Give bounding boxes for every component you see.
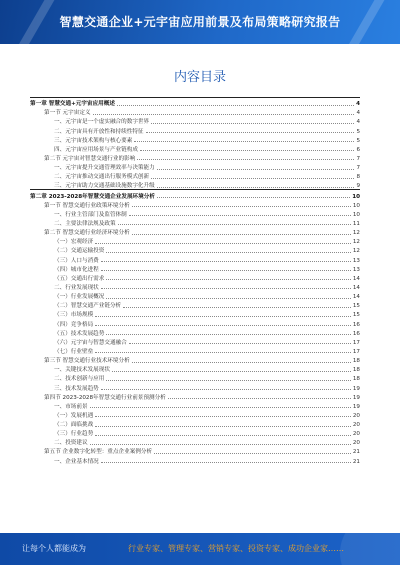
toc-leader-dots bbox=[146, 132, 355, 133]
toc-leader-dots bbox=[93, 114, 355, 115]
toc-entry[interactable] bbox=[30, 291, 360, 300]
toc-entry-page: 20 bbox=[352, 431, 360, 438]
toc-entry-page: 20 bbox=[352, 422, 360, 429]
toc-entry-page: 10 bbox=[352, 193, 360, 200]
toc-entry-label: 第二节 元宇宙对智慧交通行业的影响 bbox=[44, 155, 136, 162]
toc-entry-page: 12 bbox=[352, 248, 360, 255]
toc-entry-page: 15 bbox=[352, 303, 360, 310]
toc-entry-page: 10 bbox=[352, 211, 360, 218]
toc-entry-label: 第二节 智慧交通行业经济环境分析 bbox=[44, 230, 130, 237]
toc-entry[interactable] bbox=[30, 300, 360, 309]
toc-leader-dots bbox=[95, 325, 351, 326]
toc-entry-page: 5 bbox=[356, 128, 360, 135]
toc-leader-dots bbox=[157, 197, 350, 198]
toc-entry-page: 9 bbox=[356, 183, 360, 190]
toc-entry[interactable] bbox=[30, 382, 360, 391]
toc-entry-page: 14 bbox=[352, 284, 360, 291]
toc-entry-page: 7 bbox=[356, 165, 360, 172]
toc-entry-label: （二）智慧交通产业链分析 bbox=[54, 303, 122, 310]
toc-entry-page: 16 bbox=[352, 330, 360, 337]
toc-heading: 内容目录 bbox=[173, 70, 226, 85]
toc-entry[interactable] bbox=[30, 171, 360, 180]
toc-entry[interactable] bbox=[30, 200, 360, 209]
toc-entry-label: （一）发展机遇 bbox=[54, 412, 94, 419]
toc-entry-page: 21 bbox=[352, 449, 360, 456]
toc-entry-page: 4 bbox=[356, 110, 360, 117]
toc-entry-label: 一、企业基本情况 bbox=[54, 458, 99, 465]
toc-entry[interactable] bbox=[30, 254, 360, 263]
toc-entry-page: 21 bbox=[352, 458, 360, 465]
toc-leader-dots bbox=[157, 169, 355, 170]
toc-entry[interactable] bbox=[30, 364, 360, 373]
toc-entry[interactable] bbox=[30, 162, 360, 171]
toc-entry-label: （二）交通运输投资 bbox=[54, 248, 105, 255]
toc-entry-page: 13 bbox=[352, 266, 360, 273]
toc-entry-page: 7 bbox=[356, 155, 360, 162]
toc-leader-dots bbox=[132, 206, 351, 207]
toc-entry-page: 4 bbox=[356, 101, 360, 108]
toc-leader-dots bbox=[154, 453, 351, 454]
toc-leader-dots bbox=[95, 243, 351, 244]
toc-entry-label: （四）竞争格局 bbox=[54, 321, 94, 328]
toc-entry-label: （六）元宇宙与智慧交通融合 bbox=[54, 339, 127, 346]
toc-entry-label: （三）市场规模 bbox=[54, 312, 94, 319]
toc-leader-dots bbox=[157, 187, 355, 188]
toc-leader-dots bbox=[106, 298, 351, 299]
toc-entry[interactable] bbox=[30, 282, 360, 291]
toc-leader-dots bbox=[134, 141, 354, 142]
footer-slogan: 让每个人都能成为 bbox=[22, 544, 86, 553]
toc-entry[interactable] bbox=[30, 410, 360, 419]
toc-leader-dots bbox=[106, 334, 351, 335]
toc-entry[interactable] bbox=[30, 373, 360, 382]
toc-entry-label: 三、元宇宙技术架构与核心要素 bbox=[54, 137, 133, 144]
toc-entry[interactable] bbox=[30, 209, 360, 218]
toc-entry[interactable] bbox=[30, 153, 360, 162]
toc-leader-dots bbox=[106, 252, 351, 253]
toc-entry-page: 20 bbox=[352, 412, 360, 419]
toc-leader-dots bbox=[132, 234, 351, 235]
toc-entry[interactable] bbox=[30, 455, 360, 464]
toc-leader-dots bbox=[95, 435, 351, 436]
footer-tags: 行业专家、管理专家、营销专家、投资专家、成功企业家…… bbox=[128, 544, 344, 553]
toc-entry[interactable] bbox=[30, 318, 360, 327]
toc-entry-page: 10 bbox=[352, 202, 360, 209]
toc-entry[interactable] bbox=[30, 116, 360, 125]
toc-entry[interactable] bbox=[30, 392, 360, 401]
toc-entry-label: （一）行业发展概况 bbox=[54, 294, 105, 301]
toc-entry-label: 二、主要法律法规及政策 bbox=[54, 220, 116, 227]
toc-entry-page: 14 bbox=[352, 294, 360, 301]
toc-entry-page: 14 bbox=[352, 275, 360, 282]
toc-entry[interactable] bbox=[30, 144, 360, 153]
toc-entry[interactable] bbox=[30, 419, 360, 428]
toc-leader-dots bbox=[140, 150, 355, 151]
toc-leader-dots bbox=[101, 270, 351, 271]
toc-leader-dots bbox=[123, 307, 351, 308]
toc-entry[interactable] bbox=[30, 245, 360, 254]
toc-entry[interactable] bbox=[30, 437, 360, 446]
toc-entry-label: 第一节 元宇宙定义 bbox=[44, 110, 91, 117]
toc-leader-dots bbox=[112, 371, 351, 372]
toc-leader-dots bbox=[101, 261, 351, 262]
toc-entry-label: （一）宏观经济 bbox=[54, 239, 94, 246]
toc-entry-label: （三）人口与消费 bbox=[54, 257, 99, 264]
toc-leader-dots bbox=[132, 362, 351, 363]
toc-entry-label: 第一节 智慧交通行业政策环境分析 bbox=[44, 202, 130, 209]
toc-entry-page: 15 bbox=[352, 312, 360, 319]
toc-leader-dots bbox=[95, 426, 351, 427]
footer-banner bbox=[0, 533, 400, 565]
toc-entry-page: 18 bbox=[352, 376, 360, 383]
toc-entry[interactable] bbox=[30, 107, 360, 116]
toc-entry-page: 5 bbox=[356, 137, 360, 144]
toc-leader-dots bbox=[95, 352, 351, 353]
toc-leader-dots bbox=[118, 224, 351, 225]
toc-entry-label: （三）行业趋势 bbox=[54, 431, 94, 438]
toc-entry-page: 11 bbox=[352, 220, 360, 227]
toc-entry[interactable] bbox=[30, 337, 360, 346]
toc-entry-page: 12 bbox=[352, 230, 360, 237]
toc-entry-label: 二、投资建议 bbox=[54, 440, 88, 447]
toc-entry[interactable] bbox=[30, 401, 360, 410]
toc-entry-page: 6 bbox=[356, 146, 360, 153]
toc-entry-page: 13 bbox=[352, 257, 360, 264]
toc-entry-label: 第五节 企业数字化转型：重点企业案例分析 bbox=[44, 449, 153, 456]
toc-entry-label: 二、行业发展现状 bbox=[54, 284, 99, 291]
toc-entry-page: 19 bbox=[352, 394, 360, 401]
toc-leader-dots bbox=[95, 316, 351, 317]
toc-entry-page: 16 bbox=[352, 321, 360, 328]
toc-entry[interactable] bbox=[30, 355, 360, 364]
toc-leader-dots bbox=[90, 407, 351, 408]
toc-entry-label: 四、元宇宙应用场景与产业链构成 bbox=[54, 146, 138, 153]
toc-entry-page: 18 bbox=[352, 358, 360, 365]
toc-entry-label: 第四节 2023-2028年智慧交通行业前景预测分析 bbox=[44, 394, 166, 401]
toc-leader-dots bbox=[151, 178, 354, 179]
toc-entry[interactable] bbox=[30, 309, 360, 318]
toc-leader-dots bbox=[129, 343, 351, 344]
toc-entry-label: 第一章 智慧交通+元宇宙应用概述 bbox=[30, 101, 115, 108]
toc-entry-page: 8 bbox=[356, 174, 360, 181]
toc-entry-label: （五）技术发展趋势 bbox=[54, 330, 105, 337]
toc-entry-label: 三、技术发展趋势 bbox=[54, 385, 99, 392]
toc-entry[interactable] bbox=[30, 273, 360, 282]
toc-leader-dots bbox=[101, 462, 351, 463]
toc-entry-page: 20 bbox=[352, 440, 360, 447]
toc-leader-dots bbox=[106, 279, 351, 280]
toc-entry-page: 19 bbox=[352, 403, 360, 410]
toc-entry[interactable] bbox=[30, 97, 360, 107]
toc-entry[interactable] bbox=[30, 446, 360, 455]
toc-entry-label: 二、技术创新与应用 bbox=[54, 376, 105, 383]
toc-leader-dots bbox=[168, 398, 351, 399]
footer-decoration bbox=[340, 533, 400, 565]
toc-entry-page: 17 bbox=[352, 339, 360, 346]
toc-entry-page: 4 bbox=[356, 119, 360, 126]
toc-leader-dots bbox=[106, 380, 351, 381]
toc-leader-dots bbox=[151, 123, 354, 124]
toc-leader-dots bbox=[137, 159, 354, 160]
toc-entry[interactable] bbox=[30, 227, 360, 236]
toc-entry[interactable] bbox=[30, 328, 360, 337]
toc-entry[interactable] bbox=[30, 346, 360, 355]
toc-entry-label: 一、市场前景 bbox=[54, 403, 88, 410]
toc-entry-page: 12 bbox=[352, 239, 360, 246]
toc-entry-label: 二、元宇宙推动交通出行服务模式创新 bbox=[54, 174, 150, 181]
toc-entry-label: 一、元宇宙是一个虚实融合的数字世界 bbox=[54, 119, 150, 126]
toc-entry[interactable] bbox=[30, 428, 360, 437]
toc-entry[interactable] bbox=[30, 264, 360, 273]
toc-leader-dots bbox=[129, 215, 351, 216]
report-header bbox=[0, 0, 400, 44]
toc-leader-dots bbox=[90, 444, 351, 445]
toc-entry[interactable] bbox=[30, 135, 360, 144]
toc-entry-label: （二）面临挑战 bbox=[54, 422, 94, 429]
toc-entry-label: 三、元宇宙助力交通基础设施数字化升级 bbox=[54, 183, 155, 190]
toc-entry-label: 第三节 智慧交通行业技术环境分析 bbox=[44, 358, 130, 365]
toc-entry-label: 一、行业主管部门及监管体制 bbox=[54, 211, 127, 218]
toc-entry[interactable] bbox=[30, 180, 360, 189]
table-of-contents bbox=[30, 97, 360, 465]
toc-entry-label: 第二章 2023-2028年智慧交通企业发展环境分析 bbox=[30, 193, 155, 200]
toc-leader-dots bbox=[101, 389, 351, 390]
toc-entry[interactable] bbox=[30, 125, 360, 134]
toc-entry-page: 18 bbox=[352, 367, 360, 374]
toc-leader-dots bbox=[95, 416, 351, 417]
toc-entry-label: （七）行业壁垒 bbox=[54, 348, 94, 355]
toc-entry-label: （五）交通出行需求 bbox=[54, 275, 105, 282]
report-title: 智慧交通企业+元宇宙应用前景及布局策略研究报告 bbox=[59, 15, 341, 29]
toc-leader-dots bbox=[117, 105, 354, 106]
toc-entry[interactable] bbox=[30, 189, 360, 199]
toc-entry-page: 17 bbox=[352, 348, 360, 355]
toc-entry-label: 一、元宇宙提升交通管理效率与决策能力 bbox=[54, 165, 155, 172]
toc-entry-page: 19 bbox=[352, 385, 360, 392]
toc-entry-label: 二、元宇宙具有开放性和持续性特征 bbox=[54, 128, 144, 135]
toc-entry[interactable] bbox=[30, 236, 360, 245]
toc-entry-label: 一、关键技术发展现状 bbox=[54, 367, 110, 374]
toc-entry[interactable] bbox=[30, 218, 360, 227]
toc-entry-label: （四）城市化进程 bbox=[54, 266, 99, 273]
toc-leader-dots bbox=[101, 288, 351, 289]
